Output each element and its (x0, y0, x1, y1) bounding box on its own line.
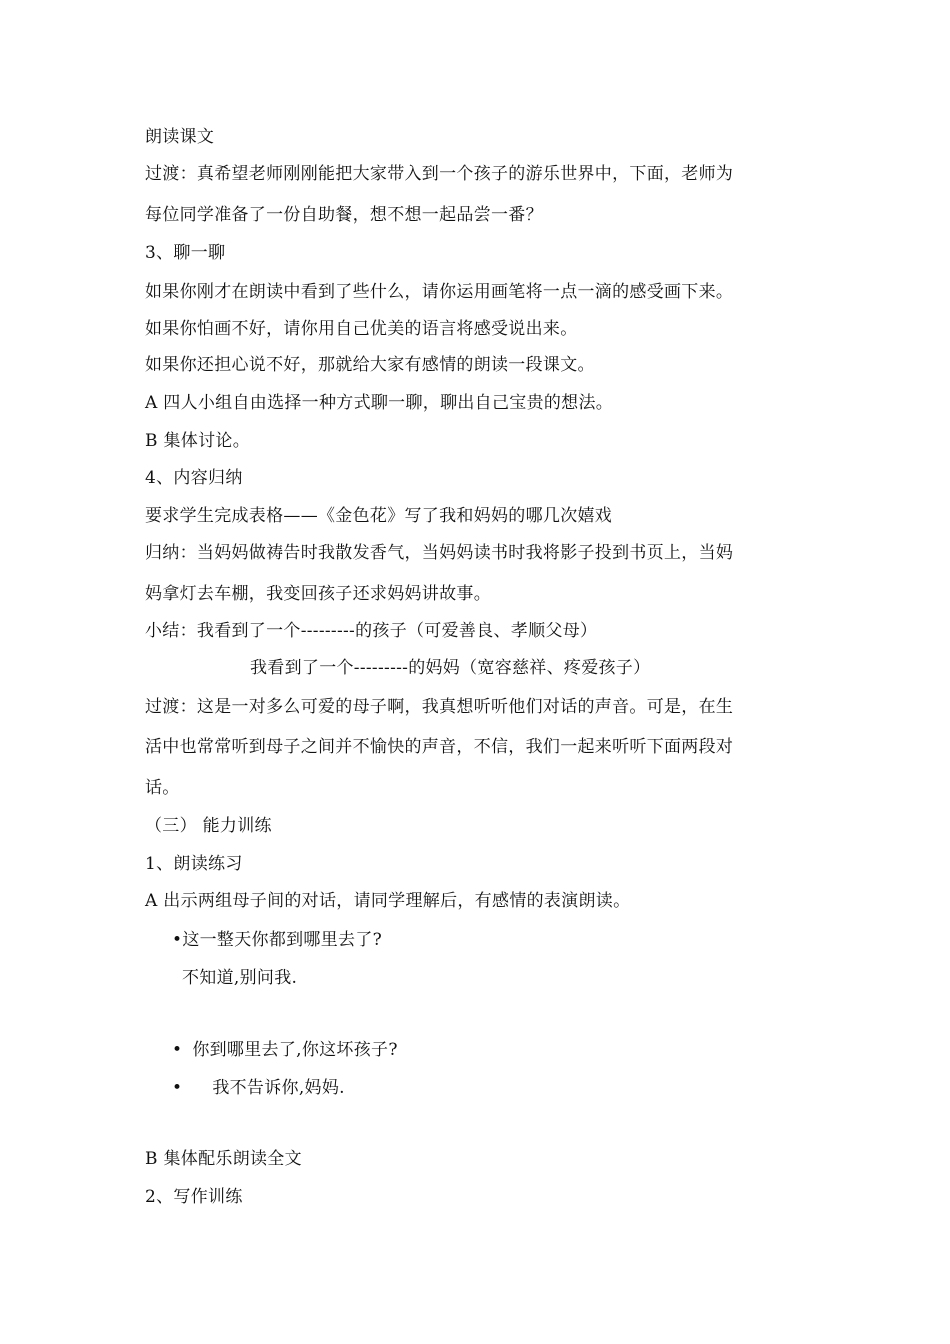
text-line: 妈拿灯去车棚，我变回孩子还求妈妈讲故事。 (145, 584, 491, 604)
dialogue-text: 你到哪里去了,你这坏孩子? (192, 1040, 398, 1060)
text-line: B 集体讨论。 (145, 431, 250, 451)
text-line: 我看到了一个---------的妈妈（宽容慈祥、疼爱孩子） (250, 658, 651, 678)
bullet-icon: • (172, 1040, 183, 1060)
dialogue-line (172, 1077, 345, 1099)
dialogue-text: 我不告诉你,妈妈. (212, 1078, 345, 1098)
text-line: 如果你刚才在朗读中看到了些什么，请你运用画笔将一点一滴的感受画下来。 (145, 282, 734, 302)
text-line: 如果你怕画不好，请你用自己优美的语言将感受说出来。 (145, 319, 578, 339)
section-heading: 3、聊一聊 (145, 243, 226, 263)
text-line: B 集体配乐朗读全文 (145, 1149, 302, 1169)
section-heading: 1、朗读练习 (145, 854, 243, 874)
text-line: 小结：我看到了一个---------的孩子（可爱善良、孝顺父母） (145, 621, 598, 641)
text-line: 过渡：真希望老师刚刚能把大家带入到一个孩子的游乐世界中，下面，老师为 (145, 164, 734, 184)
text-line: A 出示两组母子间的对话，请同学理解后，有感情的表演朗读。 (145, 891, 631, 911)
text-line: 过渡：这是一对多么可爱的母子啊，我真想听听他们对话的声音。可是，在生 (145, 697, 734, 717)
text-line: 活中也常常听到母子之间并不愉快的声音，不信，我们一起来听听下面两段对 (145, 737, 734, 757)
dialogue-line: 不知道,别问我. (182, 968, 298, 988)
section-heading: 4、内容归纳 (145, 468, 243, 488)
text-line: 话。 (145, 778, 180, 798)
bullet-icon: • (172, 1078, 183, 1098)
text-line: 要求学生完成表格——《金色花》写了我和妈妈的哪几次嬉戏 (145, 506, 613, 526)
section-heading: 2、写作训练 (145, 1187, 243, 1207)
text-line: 归纳：当妈妈做祷告时我散发香气，当妈妈读书时我将影子投到书页上，当妈 (145, 543, 734, 563)
text-line: 朗读课文 (145, 127, 215, 147)
section-heading: （三） 能力训练 (145, 816, 272, 836)
text-line: 如果你还担心说不好，那就给大家有感情的朗读一段课文。 (145, 355, 595, 375)
dialogue-line (172, 1039, 398, 1061)
text-line: A 四人小组自由选择一种方式聊一聊，聊出自己宝贵的想法。 (145, 393, 614, 413)
text-line: 每位同学准备了一份自助餐，想不想一起品尝一番？ (145, 205, 543, 225)
dialogue-line: •这一整天你都到哪里去了? (172, 930, 383, 950)
